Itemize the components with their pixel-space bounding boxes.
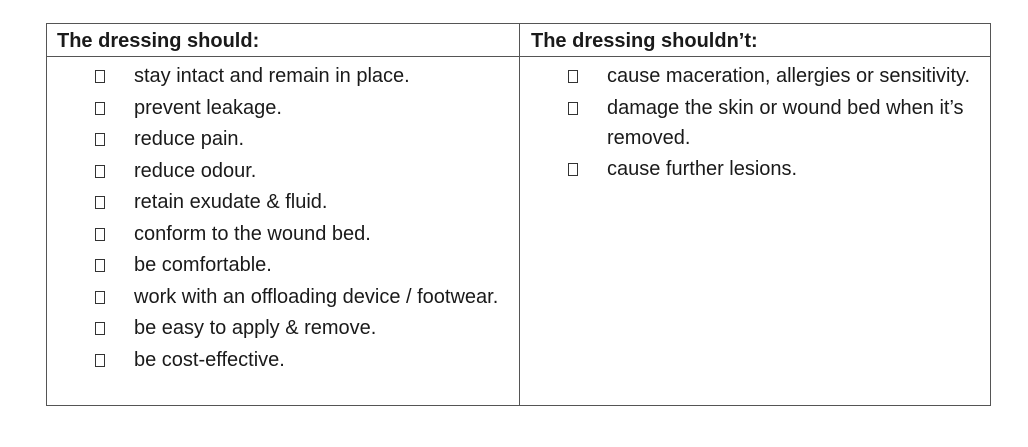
should-item [95, 156, 505, 186]
should-item-text: prevent leakage. [134, 96, 282, 119]
should-item-text: be easy to apply & remove. [134, 317, 377, 339]
should-item [95, 345, 505, 375]
shouldnt-item [568, 61, 978, 91]
should-item [95, 124, 505, 154]
checkbox-icon[interactable] [95, 196, 105, 209]
dressing-checklist-table [46, 23, 991, 406]
should-item [95, 93, 505, 123]
should-item-text: reduce pain. [134, 128, 245, 150]
header-shouldnt: The dressing shouldn’t: [531, 30, 758, 52]
checkbox-icon[interactable] [568, 102, 578, 115]
column-divider [519, 24, 520, 405]
should-item [95, 187, 505, 217]
should-item-text: conform to the wound bed. [134, 222, 371, 245]
checkbox-icon[interactable] [95, 259, 105, 272]
should-item [95, 219, 505, 249]
should-item [95, 282, 505, 312]
checkbox-icon[interactable] [95, 133, 105, 146]
shouldnt-item [568, 93, 978, 153]
checkbox-icon[interactable] [95, 228, 105, 241]
should-item-text: retain exudate & fluid. [134, 191, 328, 213]
should-item [95, 61, 505, 91]
checkbox-icon[interactable] [568, 163, 578, 176]
checkbox-icon[interactable] [95, 291, 105, 304]
header-divider [47, 56, 990, 57]
should-item-text: be cost-effective. [134, 348, 285, 371]
should-item [95, 250, 505, 280]
shouldnt-item-text: damage the skin or wound bed when it’s removed. [607, 96, 964, 149]
shouldnt-item-text: cause maceration, allergies or sensitivity. [607, 65, 971, 87]
checkbox-icon[interactable] [95, 70, 105, 83]
shouldnt-list [568, 61, 978, 186]
shouldnt-item-text: cause further lesions. [607, 158, 798, 180]
should-item-text: be comfortable. [134, 254, 272, 276]
checkbox-icon[interactable] [568, 70, 578, 83]
checkbox-icon[interactable] [95, 354, 105, 367]
checkbox-icon[interactable] [95, 165, 105, 178]
should-item-text: reduce odour. [134, 159, 257, 182]
should-item-text: work with an offloading device / footwear. [134, 285, 499, 308]
header-should: The dressing should: [57, 30, 260, 52]
should-item-text: stay intact and remain in place. [134, 65, 410, 87]
checkbox-icon[interactable] [95, 322, 105, 335]
checkbox-icon[interactable] [95, 102, 105, 115]
should-item [95, 313, 505, 343]
should-list [95, 61, 505, 376]
shouldnt-item [568, 154, 978, 184]
